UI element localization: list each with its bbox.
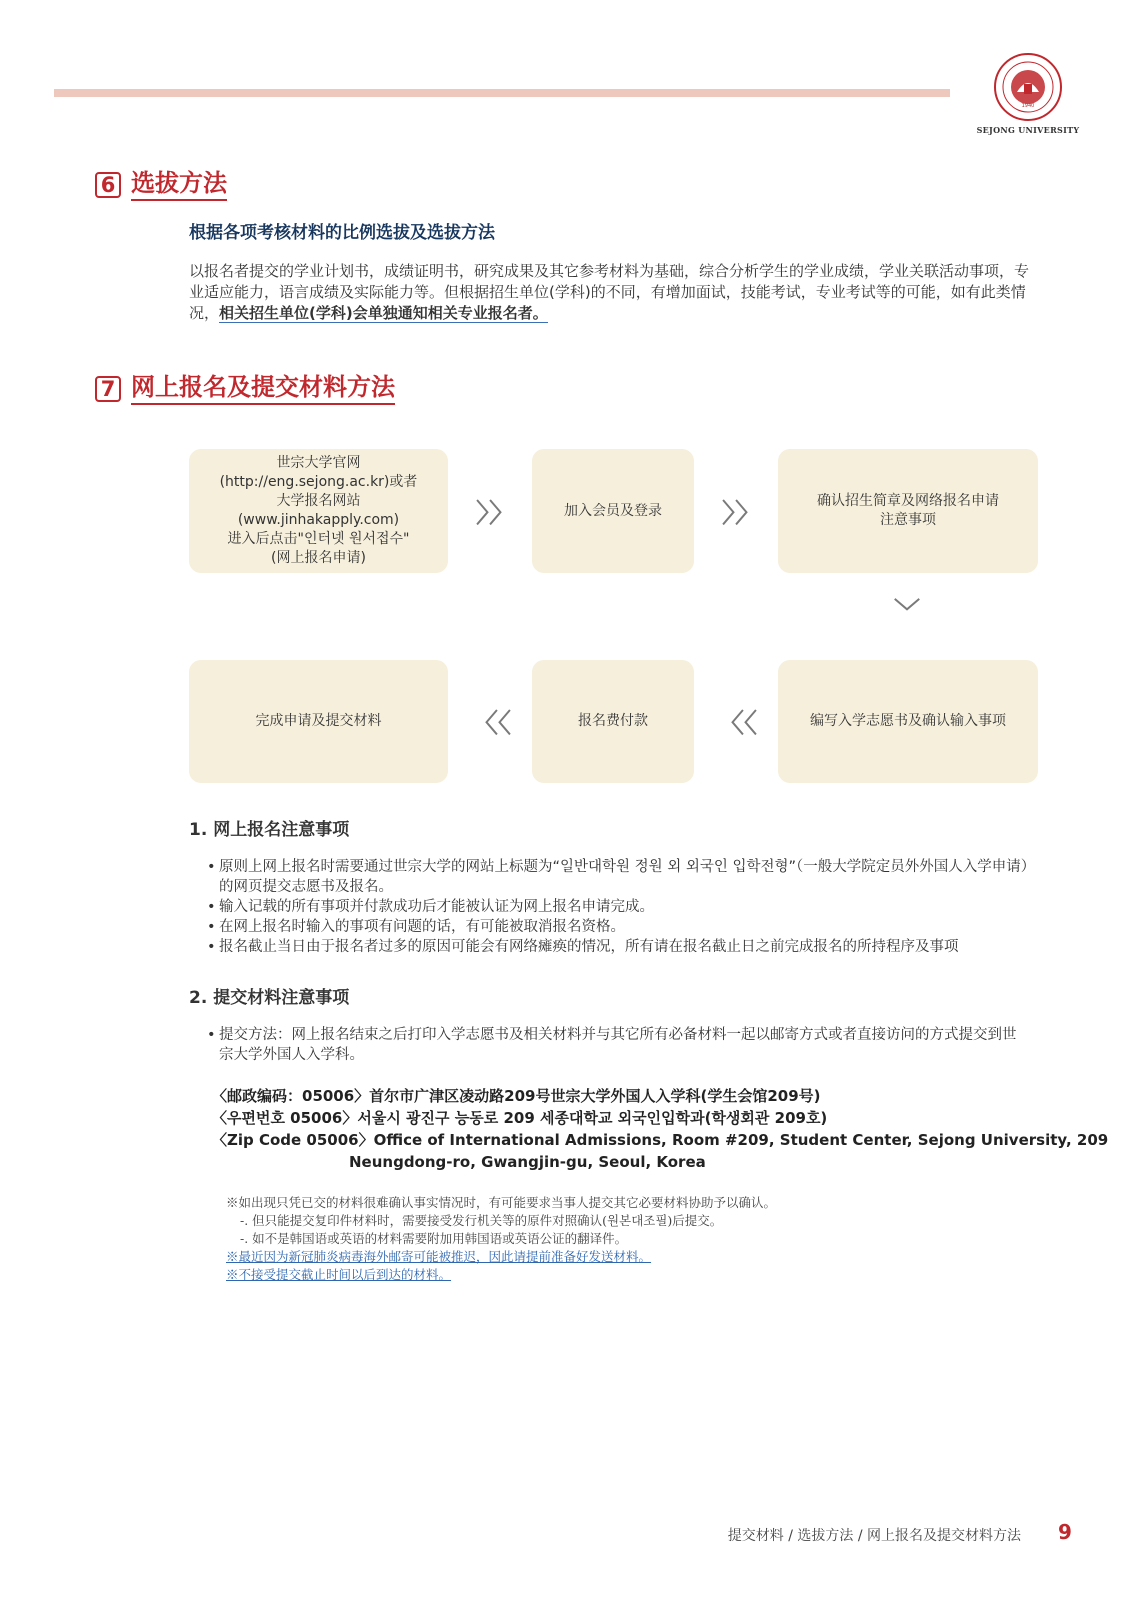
flow-line: (网上报名申请) — [271, 550, 366, 566]
footnote: ※如出现只凭已交的材料很难确认事实情况时，有可能要求当事人提交其它必要材料协助予以确认。 — [226, 1195, 777, 1210]
notes-2-list — [207, 1025, 1027, 1065]
logo-text: SEJONG UNIVERSITY — [976, 125, 1080, 135]
chevron-right-icon: 〉〉 — [476, 499, 516, 529]
address-line: 〈邮政编码：05006〉首尔市广津区凌动路209号世宗大学外国人入学科(学生会馆209号) — [212, 1087, 821, 1105]
notes-1-title: 1. 网上报名注意事项 — [189, 820, 350, 840]
page-number: 9 — [1058, 1520, 1072, 1544]
mailing-address — [212, 1085, 1108, 1173]
section-6-subtitle: 根据各项考核材料的比例选拔及选拔方法 — [189, 223, 495, 243]
flow-step-payment: 报名费付款 — [532, 660, 694, 783]
flow-line: (www.jinhakapply.com) — [237, 512, 400, 528]
section-7-number: 7 — [95, 376, 121, 402]
list-item: • 提交方法：网上报名结束之后打印入学志愿书及相关材料并与其它所有必备材料一起以邮寄方式或者直接访问的方式提交到世宗大学外国人入学科。 — [207, 1025, 1027, 1065]
chevron-down-icon: ﹀ — [894, 598, 921, 628]
address-line: 〈Zip Code 05006〉Office of International Admissions, Room #209, Student Center, Sejong University, 209 — [212, 1131, 1109, 1149]
section-7-title: 网上报名及提交材料方法 — [131, 372, 395, 405]
notes-1-list — [207, 857, 1037, 957]
address-line: 〈우편번호 05006〉서울시 광진구 능동로 209 세종대학교 외국인입학과(학생회관 209호) — [212, 1109, 828, 1127]
list-item: • 输入记载的所有事项并付款成功后才能被认证为网上报名申请完成。 — [207, 897, 1037, 917]
section-6-number: 6 — [95, 172, 121, 198]
list-item: • 报名截止当日由于报名者过多的原因可能会有网络瘫痪的情况，所有请在报名截止日之前完成报名的所持程序及事项 — [207, 937, 1037, 957]
section-6-paragraph — [189, 261, 1039, 324]
list-item: • 在网上报名时输入的事项有问题的话，有可能被取消报名资格。 — [207, 917, 1037, 937]
footnote: -. 但只能提交复印件材料时，需要接受发行机关等的原件对照确认(원본대조필)后提交。 — [240, 1213, 723, 1228]
footnote-highlight: ※最近因为新冠肺炎病毒海外邮寄可能被推迟，因此请提前准备好发送材料。 — [226, 1249, 652, 1264]
chevron-left-icon: 〈〈 — [718, 709, 758, 739]
flow-step-confirm-guide — [778, 449, 1038, 573]
notes-2-title: 2. 提交材料注意事项 — [189, 988, 350, 1008]
flow-line: 大学报名网站 — [276, 493, 361, 509]
flow-line: 注意事项 — [880, 512, 936, 528]
footer-breadcrumb: 提交材料 / 选拔方法 / 网上报名及提交材料方法 — [727, 1528, 1021, 1544]
section-6-title: 选拔方法 — [131, 168, 227, 201]
sejong-university-seal-icon — [993, 52, 1063, 122]
chevron-left-icon: 〈〈 — [472, 709, 512, 739]
flow-line: 确认招生简章及网络报名申请 — [817, 493, 999, 509]
flow-line: 进入后点击"인터넷 원서접수" — [227, 531, 410, 547]
list-item: • 原则上网上报名时需要通过世宗大学的网站上标题为“일반대학원 정원 외 외국인 입학전형”（一般大学院定员外外国人入学申请）的网页提交志愿书及报名。 — [207, 857, 1037, 897]
paragraph-text: 以报名者提交的学业计划书，成绩证明书，研究成果及其它参考材料为基础，综合分析学生的学业成绩，学业关联活动事项，专业适应能力，语言成绩及实际能力等。但根据招生单位(学科)的不同，有增加面试，技能考试，专业考试等的可能，如有此类情况， — [189, 262, 1030, 322]
footnote: -. 如不是韩国语或英语的材料需要附加用韩国语或英语公证的翻译件。 — [240, 1231, 628, 1246]
flow-line: (http://eng.sejong.ac.kr)或者 — [219, 474, 418, 490]
flow-step-register-login: 加入会员及登录 — [532, 449, 694, 573]
flow-line: 世宗大学官网 — [276, 455, 361, 471]
flow-step-application-form: 编写入学志愿书及确认输入事项 — [778, 660, 1038, 783]
section-7-heading — [95, 372, 395, 405]
chevron-right-icon: 〉〉 — [722, 499, 762, 529]
svg-text:1940: 1940 — [1021, 103, 1035, 109]
flow-step-website — [189, 449, 448, 573]
footnote-highlight: ※不接受提交截止时间以后到达的材料。 — [226, 1267, 452, 1282]
section-6-heading — [95, 168, 227, 201]
paragraph-highlight: 相关招生单位(学科)会单独通知相关专业报名者。 — [219, 304, 548, 322]
flow-step-complete: 完成申请及提交材料 — [189, 660, 448, 783]
header-bar — [54, 89, 950, 97]
address-line: Neungdong-ro, Gwangjin-gu, Seoul, Korea — [349, 1153, 706, 1171]
footnotes — [226, 1194, 776, 1284]
